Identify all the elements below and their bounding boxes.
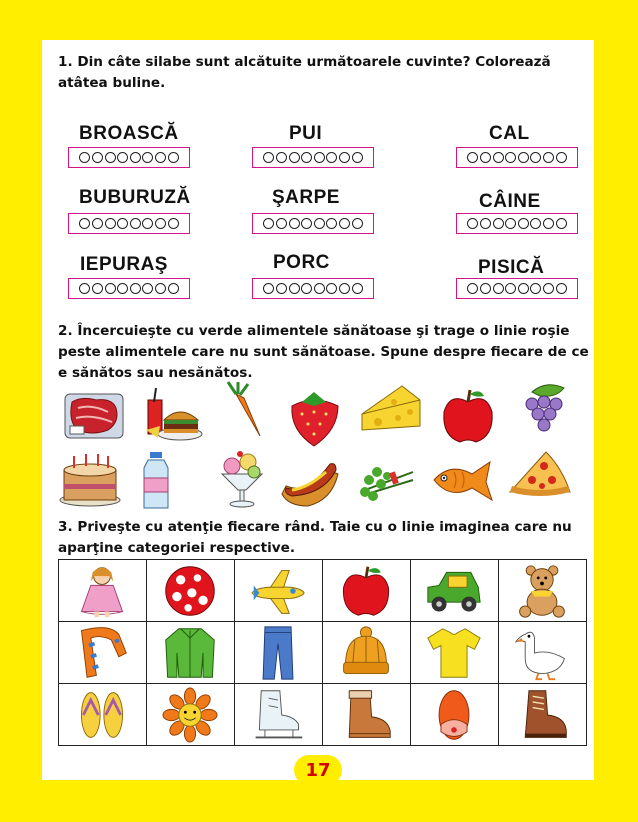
syllable-dot[interactable] [79,152,90,163]
syllable-dot[interactable] [79,283,90,294]
hot-dog-icon[interactable] [278,450,342,510]
syllable-dot[interactable] [92,152,103,163]
syllable-dot[interactable] [518,152,529,163]
syllable-dot[interactable] [301,218,312,229]
toy-car-icon[interactable] [411,561,497,621]
syllable-dot[interactable] [530,218,541,229]
syllable-dots-porc[interactable] [252,278,374,299]
word-sarpe: ŞARPE [272,187,340,208]
syllable-dot[interactable] [130,218,141,229]
pizza-slice-icon[interactable] [508,446,572,506]
exercise1-instruction [58,52,551,94]
grid-cell[interactable] [59,684,147,746]
syllable-dot[interactable] [530,152,541,163]
syllable-dot[interactable] [142,283,153,294]
exercise3-instruction [58,517,572,559]
knit-hat-icon[interactable] [323,623,409,683]
syllable-dot[interactable] [556,283,567,294]
grid-cell[interactable] [323,560,411,622]
doll-icon[interactable] [59,561,145,621]
syllable-dots-cal[interactable] [456,147,578,168]
word-caine: CÂINE [479,191,541,212]
exercise2-line1: 2. Încercuieşte cu verde alimentele sănătoase şi trage o linie roşie [58,323,570,339]
herbs-bunch-icon[interactable] [355,450,419,510]
ice-skate-icon[interactable] [235,685,321,745]
exercise3-line1: 3. Priveşte cu atenţie fiecare rând. Taie cu o linie imaginea care nu [58,519,572,535]
syllable-dot[interactable] [168,283,179,294]
jeans-icon[interactable] [235,623,321,683]
syllable-dot[interactable] [556,218,567,229]
syllable-dot[interactable] [314,218,325,229]
syllable-dots-buburuza[interactable] [68,213,190,234]
syllable-dot[interactable] [92,283,103,294]
grid-cell[interactable] [499,684,587,746]
syllable-dot[interactable] [105,218,116,229]
syllable-dot[interactable] [339,283,350,294]
grid-cell[interactable] [147,560,235,622]
syllable-dot[interactable] [79,218,90,229]
syllable-dot[interactable] [505,218,516,229]
apple-icon[interactable] [436,386,500,446]
fish-icon[interactable] [430,450,494,510]
syllable-dot[interactable] [467,152,478,163]
grid-cell[interactable] [411,684,499,746]
syllable-dot[interactable] [480,218,491,229]
syllable-dot[interactable] [543,152,554,163]
flower-icon[interactable] [147,685,233,745]
syllable-dot[interactable] [263,218,274,229]
grid-cell[interactable] [59,622,147,684]
grapes-icon[interactable] [512,378,576,438]
word-cal: CAL [489,123,530,144]
burger-and-soda-icon[interactable] [140,386,204,446]
word-broasca: BROASCĂ [79,123,179,144]
syllable-dot[interactable] [314,283,325,294]
syllable-dot[interactable] [130,283,141,294]
jacket-icon[interactable] [147,623,233,683]
exercise1-line1: 1. Din câte silabe sunt alcătuite următoarele cuvinte? Colorează [58,54,551,70]
syllable-dot[interactable] [92,218,103,229]
slipper-icon[interactable] [411,685,497,745]
grid-cell[interactable] [411,622,499,684]
word-buburuza: BUBURUZĂ [79,187,191,208]
category-grid [58,559,587,746]
syllable-dots-caine[interactable] [456,213,578,234]
syllable-dot[interactable] [326,152,337,163]
grid-cell[interactable] [59,560,147,622]
syllable-dot[interactable] [314,152,325,163]
goose-icon[interactable] [499,623,585,683]
syllable-dot[interactable] [155,283,166,294]
syllable-dot[interactable] [505,152,516,163]
syllable-dot[interactable] [530,283,541,294]
syllable-dot[interactable] [117,152,128,163]
syllable-dot[interactable] [105,152,116,163]
grid-cell[interactable] [499,560,587,622]
apple-icon[interactable] [323,561,409,621]
syllable-dot[interactable] [352,152,363,163]
syllable-dot[interactable] [289,283,300,294]
syllable-dot[interactable] [155,218,166,229]
teddy-bear-icon[interactable] [499,561,585,621]
syllable-dots-pui[interactable] [252,147,374,168]
syllable-dot[interactable] [117,283,128,294]
grid-cell[interactable] [323,684,411,746]
syllable-dot[interactable] [168,218,179,229]
syllable-dot[interactable] [339,218,350,229]
syllable-dot[interactable] [276,152,287,163]
syllable-dot[interactable] [263,283,274,294]
syllable-dot[interactable] [505,283,516,294]
syllable-dot[interactable] [339,152,350,163]
strawberry-icon[interactable] [282,388,346,448]
cake-icon[interactable] [58,448,122,508]
syllable-dots-broasca[interactable] [68,147,190,168]
syllable-dot[interactable] [326,218,337,229]
syllable-dot[interactable] [276,283,287,294]
syllable-dot[interactable] [130,152,141,163]
syllable-dot[interactable] [480,283,491,294]
syllable-dot[interactable] [263,152,274,163]
syllable-dot[interactable] [352,218,363,229]
syllable-dots-pisica[interactable] [456,278,578,299]
word-porc: PORC [273,252,330,273]
syllable-dot[interactable] [105,283,116,294]
syllable-dot[interactable] [493,152,504,163]
carrot-icon[interactable] [214,380,278,440]
t-shirt-icon[interactable] [411,623,497,683]
toy-airplane-icon[interactable] [235,561,321,621]
syllable-dot[interactable] [467,218,478,229]
syllable-dots-sarpe[interactable] [252,213,374,234]
word-pui: PUI [289,123,323,144]
grid-row-footwear [59,684,587,746]
grid-cell[interactable] [147,622,235,684]
syllable-dot[interactable] [155,152,166,163]
word-pisica: PISICĂ [478,257,545,278]
grid-row-toys [59,560,587,622]
syllable-dot[interactable] [326,283,337,294]
flip-flops-icon[interactable] [59,685,145,745]
syllable-dot[interactable] [289,152,300,163]
syllable-dot[interactable] [543,218,554,229]
syllable-dot[interactable] [289,218,300,229]
grid-cell[interactable] [235,560,323,622]
exercise2-line3: e sănătos sau nesănătos. [58,365,253,381]
syllable-dot[interactable] [518,283,529,294]
syllable-dot[interactable] [480,152,491,163]
syllable-dot[interactable] [301,152,312,163]
syllable-dot[interactable] [518,218,529,229]
syllable-dot[interactable] [543,283,554,294]
syllable-dot[interactable] [142,152,153,163]
grid-row-clothes [59,622,587,684]
grid-cell[interactable] [499,622,587,684]
grid-cell[interactable] [235,622,323,684]
meat-tray-icon[interactable] [62,386,126,446]
syllable-dot[interactable] [117,218,128,229]
ball-icon[interactable] [147,561,233,621]
water-bottle-icon[interactable] [124,450,188,510]
grid-cell[interactable] [323,622,411,684]
grid-cell[interactable] [411,560,499,622]
boot-icon[interactable] [323,685,409,745]
syllable-dot[interactable] [352,283,363,294]
page-number: 17 [294,755,342,785]
ice-cream-icon[interactable] [210,448,274,508]
syllable-dot[interactable] [142,218,153,229]
grid-cell[interactable] [235,684,323,746]
word-iepuras: IEPURAŞ [80,254,168,275]
syllable-dot[interactable] [556,152,567,163]
cheese-icon[interactable] [358,380,422,440]
exercise3-line2: aparţine categoriei respective. [58,540,295,556]
syllable-dot[interactable] [276,218,287,229]
exercise1-line2: atâtea buline. [58,75,166,91]
scarf-icon[interactable] [59,623,145,683]
grid-cell[interactable] [147,684,235,746]
syllable-dot[interactable] [467,283,478,294]
syllable-dot[interactable] [493,283,504,294]
syllable-dot[interactable] [301,283,312,294]
hiking-boot-icon[interactable] [499,685,585,745]
syllable-dots-iepuras[interactable] [68,278,190,299]
syllable-dot[interactable] [168,152,179,163]
exercise2-instruction [58,321,589,384]
exercise2-line2: peste alimentele care nu sunt sănătoase. Spune despre fiecare de ce [58,344,589,360]
syllable-dot[interactable] [493,218,504,229]
